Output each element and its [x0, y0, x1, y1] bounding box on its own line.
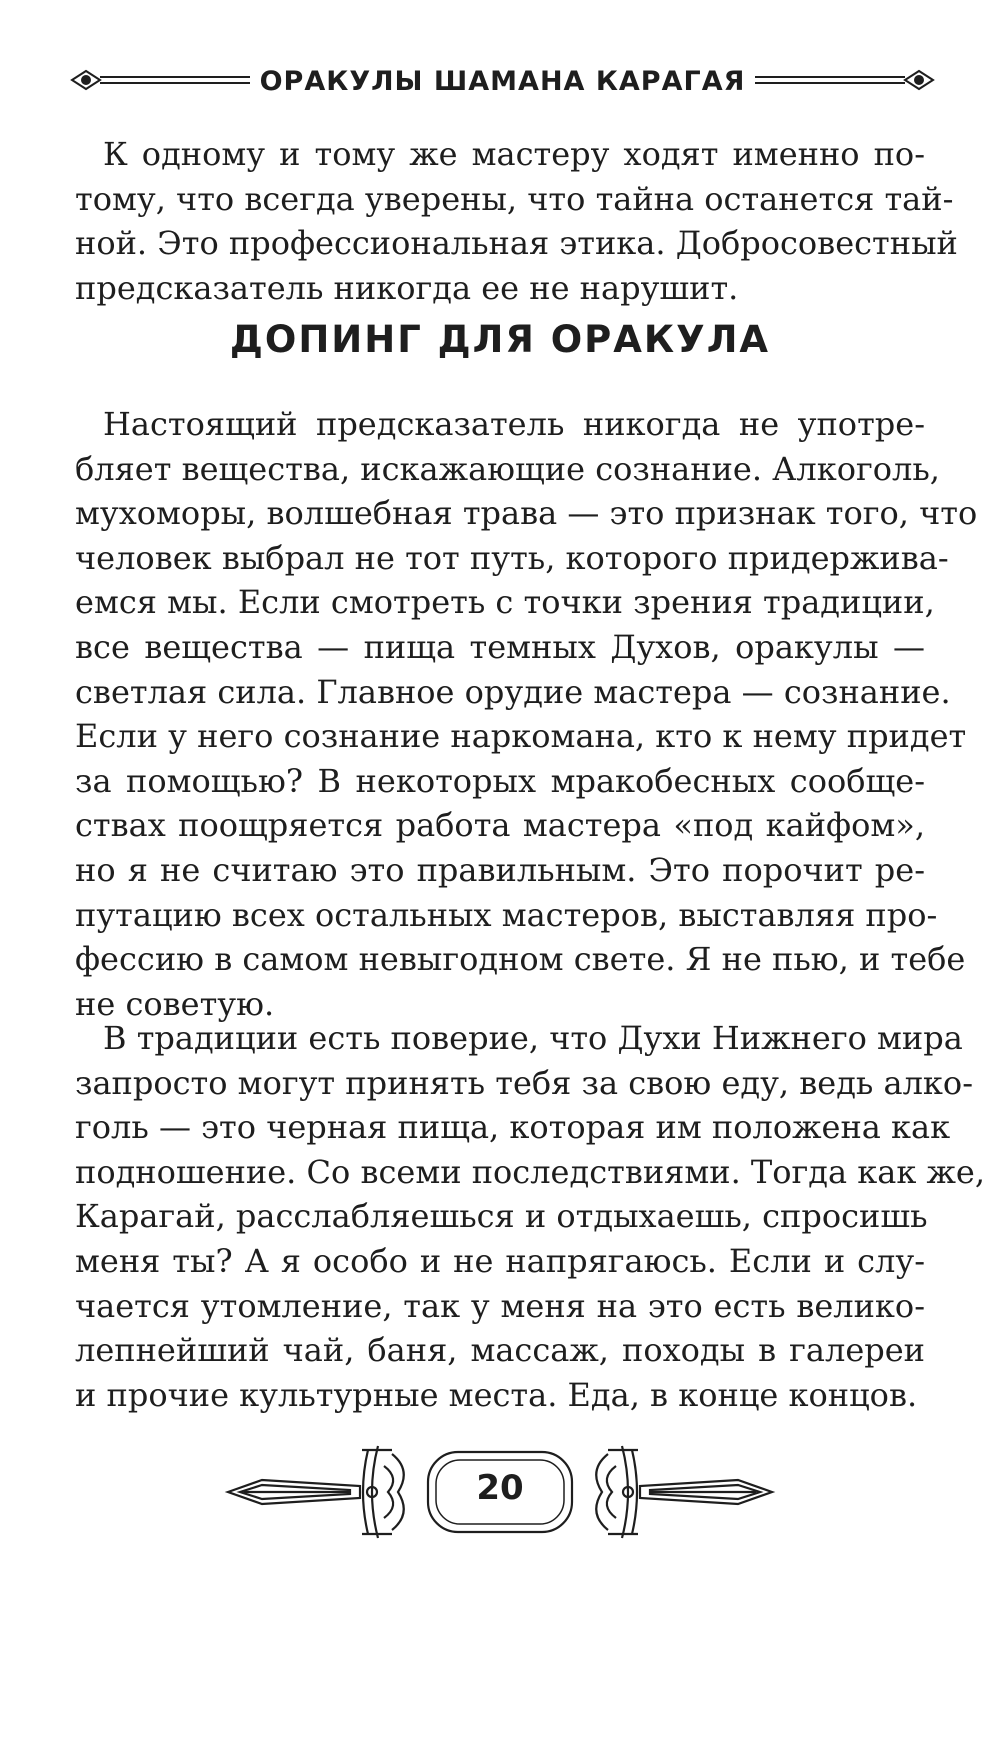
section-heading: ДОПИНГ ДЛЯ ОРАКУЛА [229, 318, 771, 361]
page-number: 20 [476, 1468, 524, 1508]
text-line: фессию в самом невыгодном свете. Я не пью, и тебе [75, 940, 966, 979]
text-line: запросто могут принять тебя за свою еду, ведь алко- [75, 1063, 973, 1102]
text-line: за помощью? В некоторых мракобесных сообще- [75, 761, 925, 800]
text-line: чается утомление, так у меня на это есть велико- [75, 1286, 925, 1325]
paragraph-2 [75, 402, 978, 1026]
text-line: путацию всех остальных мастеров, выставляя про- [75, 895, 938, 934]
text-line: не советую. [75, 984, 275, 1023]
text-line: голь — это черная пища, которая им положена как [75, 1108, 951, 1147]
text-line: лепнейший чай, баня, массаж, походы в галереи [75, 1331, 925, 1370]
text-line: ной. Это профессиональная этика. Добросовестный [75, 224, 958, 263]
text-line: но я не считаю это правильным. Это порочит ре- [75, 850, 925, 889]
running-head [70, 62, 935, 102]
text-line: меня ты? А я особо и не напрягаюсь. Если и слу- [75, 1241, 925, 1280]
running-head-title: ОРАКУЛЫ ШАМАНА КАРАГАЯ [70, 64, 935, 100]
text-line: ствах поощряется работа мастера «под кайфом», [75, 806, 925, 845]
text-line: Карагай, расслабляешься и отдыхаешь, спросишь [75, 1197, 928, 1236]
text-line: предсказатель никогда ее не нарушит. [75, 268, 739, 307]
text-line: бляет вещества, искажающие сознание. Алкоголь, [75, 449, 940, 488]
paragraph-1 [75, 132, 958, 310]
text-line: Если у него сознание наркомана, кто к нему придет [75, 717, 967, 756]
paragraph-3 [75, 1016, 986, 1417]
text-line: тому, что всегда уверены, что тайна останется тай- [75, 179, 954, 218]
text-line: все вещества — пища темных Духов, оракулы — [75, 627, 925, 666]
text-line: человек выбрал не тот путь, которого придержива- [75, 538, 949, 577]
text-line: и прочие культурные места. Еда, в конце концов. [75, 1375, 918, 1414]
text-line: К одному и тому же мастеру ходят именно по- [103, 135, 925, 173]
text-line: мухоморы, волшебная трава — это признак того, что [75, 494, 978, 533]
text-line: светлая сила. Главное орудие мастера — сознание. [75, 672, 951, 711]
text-line: В традиции есть поверие, что Духи Нижнего мира [103, 1019, 963, 1057]
text-line: подношение. Со всеми последствиями. Тогда как же, [75, 1152, 986, 1191]
text-line: Настоящий предсказатель никогда не употре- [103, 405, 925, 443]
page-number-ornament [0, 1430, 1000, 1550]
text-line: емся мы. Если смотреть с точки зрения традиции, [75, 583, 935, 622]
